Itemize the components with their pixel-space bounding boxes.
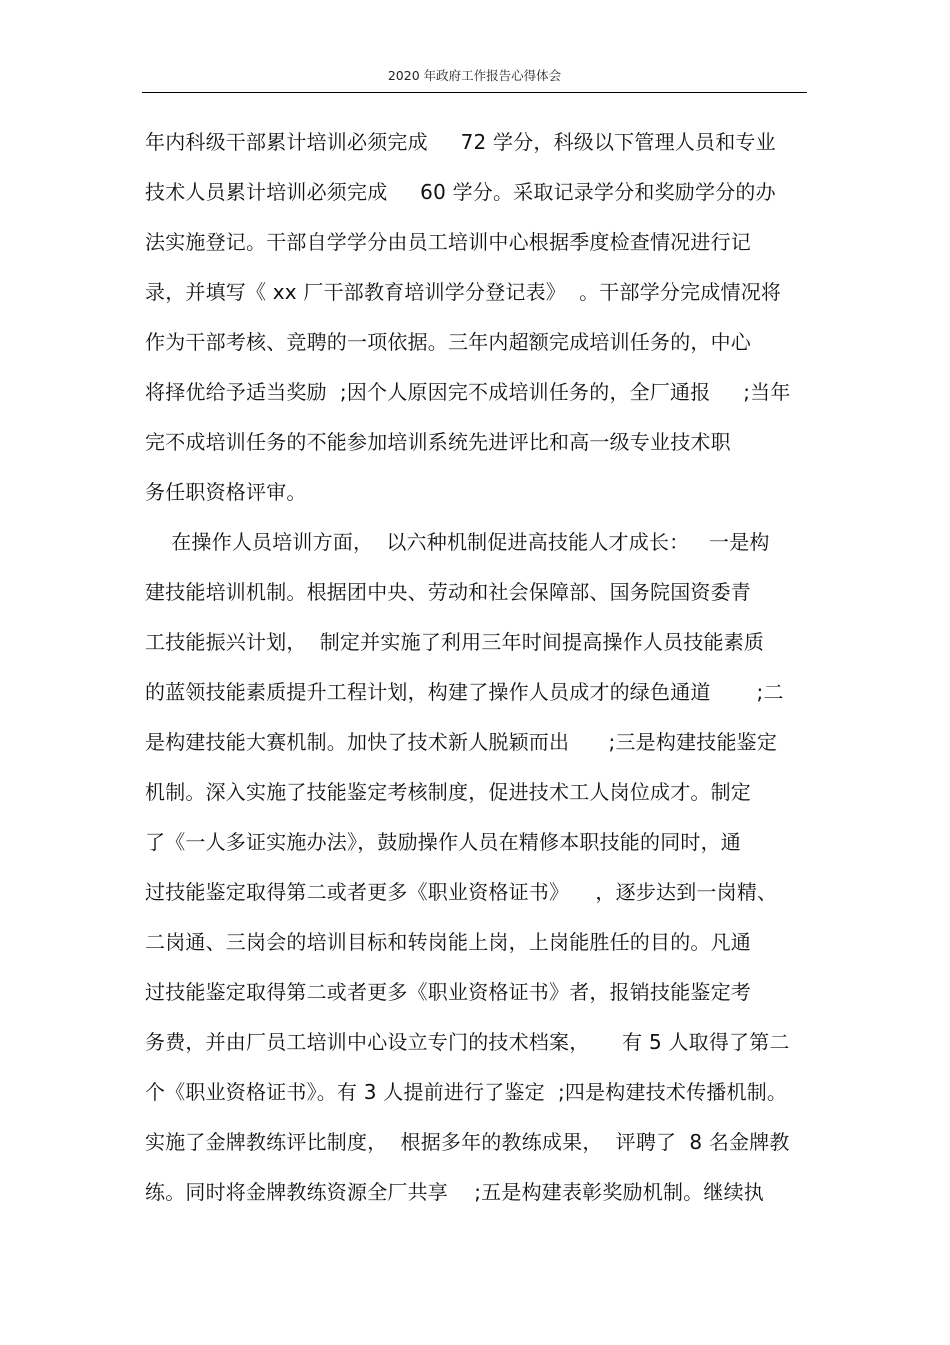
text-line: 过技能鉴定取得第二或者更多《职业资格证书》者，报销技能鉴定考 <box>145 980 751 1004</box>
text-line: 二岗通、三岗会的培训目标和转岗能上岗，上岗能胜任的目的。凡通 <box>145 930 751 954</box>
text-line: 年内科级干部累计培训必须完成 72 学分，科级以下管理人员和专业 <box>145 130 776 154</box>
text-line: 练。同时将金牌教练资源全厂共享 ;五是构建表彰奖励机制。继续执 <box>145 1180 764 1204</box>
text-line: 机制。深入实施了技能鉴定考核制度，促进技术工人岗位成才。制定 <box>145 780 751 804</box>
text-line: 建技能培训机制。根据团中央、劳动和社会保障部、国务院国资委青 <box>145 580 751 604</box>
text-line: 技术人员累计培训必须完成 60 学分。采取记录学分和奖励学分的办 <box>145 180 776 204</box>
text-line: 的蓝领技能素质提升工程计划，构建了操作人员成才的绿色通道 ;二 <box>145 680 784 704</box>
text-line: 将择优给予适当奖励 ;因个人原因完不成培训任务的，全厂通报 ;当年 <box>145 380 791 404</box>
text-line: 实施了金牌教练评比制度， 根据多年的教练成果， 评聘了 8 名金牌教 <box>145 1130 790 1154</box>
text-line: 个《职业资格证书》。有 3 人提前进行了鉴定 ;四是构建技术传播机制。 <box>145 1080 788 1104</box>
text-line: 在操作人员培训方面， 以六种机制促进高技能人才成长： 一是构 <box>145 530 770 554</box>
text-line: 务费，并由厂员工培训中心设立专门的技术档案， 有 5 人取得了第二 <box>145 1030 790 1054</box>
text-line: 完不成培训任务的不能参加培训系统先进评比和高一级专业技术职 <box>145 430 731 454</box>
header-title: 2020 年政府工作报告心得体会 <box>387 68 562 83</box>
text-line: 务任职资格评审。 <box>145 480 307 504</box>
text-line: 过技能鉴定取得第二或者更多《职业资格证书》 ，逐步达到一岗精、 <box>145 880 778 904</box>
text-line: 是构建技能大赛机制。加快了技术新人脱颖而出 ;三是构建技能鉴定 <box>145 730 778 754</box>
text-line: 法实施登记。干部自学学分由员工培训中心根据季度检查情况进行记 <box>145 230 751 254</box>
text-line: 了《一人多证实施办法》，鼓励操作人员在精修本职技能的同时，通 <box>145 830 741 854</box>
page-header <box>142 64 807 93</box>
text-line: 作为干部考核、竞聘的一项依据。三年内超额完成培训任务的，中心 <box>145 330 751 354</box>
text-line: 工技能振兴计划， 制定并实施了利用三年时间提高操作人员技能素质 <box>145 630 765 654</box>
text-line: 录，并填写《 xx 厂干部教育培训学分登记表》 。干部学分完成情况将 <box>145 280 782 304</box>
